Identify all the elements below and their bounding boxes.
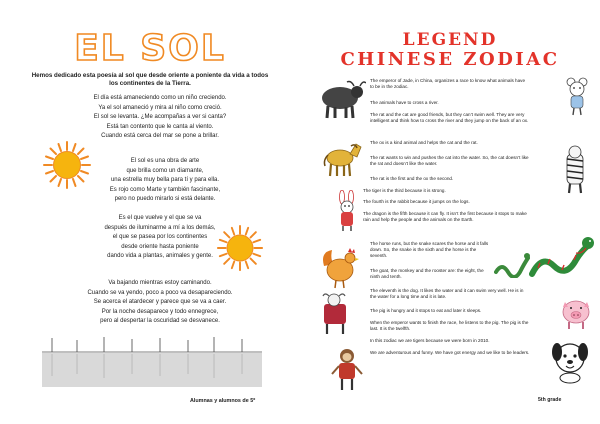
story-paragraph: The horse runs, but the snake scares the horse and it falls down. So, the snake is the sixth and the horse is the seventh. [370, 241, 489, 259]
poem-line: después de iluminarme a mí a los demás, [104, 224, 216, 231]
story-paragraph: The pig is hungry and it stops to eat and later it sleeps. [370, 308, 482, 313]
sun-drawing [216, 224, 264, 272]
horse-drawing [322, 140, 364, 178]
story-paragraph: In this zodiac we are tigers because we were born in 2010. [370, 338, 490, 343]
story-paragraph: The eleventh is the dog. It likes the water and it can swim very well. He is in the water for a long time and it is late. [370, 288, 524, 300]
dog-drawing [546, 338, 594, 384]
story-paragraph: The emperor of Jade, in China, organizes a race to know what animals have to be in the zodiac. [370, 78, 525, 90]
poem-line: pero no puedo mirarlo si está delante. [114, 196, 216, 203]
grade-label: 5th grade [538, 397, 562, 403]
story-paragraph: The rat wants to win and pushes the cat into the water. So, the cat doesn’t like the rat and doesn’t like the water. [370, 155, 529, 167]
poem-line: Cuando se va yendo, poco a poco va desapareciendo. [87, 289, 233, 296]
story-paragraph: We are adventurous and funny. We have got energy and we like to be leaders. [370, 350, 530, 355]
sea-horizon-drawing [42, 336, 262, 388]
story-paragraph: The rat is the first and the ox the second. [370, 176, 454, 181]
sun-drawing [42, 140, 92, 190]
poem-stanza-1 [60, 94, 260, 142]
tiger-drawing [558, 144, 592, 194]
poem-line: Se acerca el atardecer y parece que se va a caer. [93, 299, 227, 306]
monkey-drawing [330, 346, 364, 392]
poem-stanza-2 [95, 157, 235, 205]
poem-line: desde oriente hasta poniente [121, 243, 199, 250]
poem-line: Va bajando mientras estoy caminando. [108, 280, 212, 286]
poem-line: una estrella muy bella para tí y para ella. [110, 177, 220, 184]
pig-drawing [558, 296, 594, 330]
zodiac-title-legend: LEGEND [402, 30, 498, 50]
zodiac-title-chinese-zodiac: CHINESE ZODIAC [340, 49, 560, 70]
poem-line: El día está amaneciendo como un niño creciendo. [93, 95, 227, 101]
rabbit-drawing [332, 190, 362, 232]
story-paragraph: The tiger is the third because it is strong. [363, 188, 446, 193]
poem-line: Está tan contento que le canta al viento. [106, 123, 214, 130]
story-paragraph: The goat, the monkey and the rooster are: the eight, the ninth and tenth. [370, 268, 484, 280]
poem-line: Es el que vuelve y el que se va [118, 215, 202, 221]
ox-drawing [318, 78, 366, 120]
rooster-drawing [318, 244, 362, 290]
poem-intro: Hemos dedicado esta poesía al sol que desde oriente a poniente da vida a todos los continentes de la Tierra. [31, 72, 269, 87]
goat-drawing [316, 292, 356, 336]
poem-line: El sol se levanta. ¿Me acompañas a ver si canta? [93, 114, 227, 121]
poem-line: Cuando está cerca del mar se pone a brillar. [101, 133, 219, 140]
right-page [300, 0, 600, 424]
story-paragraph: The animals have to cross a river. [370, 100, 439, 105]
poem-line: Ya el sol amaneció y mira al niño como creció. [98, 104, 222, 111]
poem-title: EL SOL [74, 28, 226, 69]
story-paragraph: The fourth is the rabbit because it jumps on the logs. [363, 199, 470, 204]
poem-line: Por la noche desaparece y todo ennegrece, [101, 308, 219, 315]
story-paragraph: The ox is a kind animal and helps the cat and the rat. [370, 140, 478, 145]
poem-stanza-4 [50, 279, 270, 327]
snake-drawing [494, 248, 530, 278]
poem-line: El sol es una obra de arte [130, 158, 200, 164]
rat-drawing [562, 76, 592, 116]
story-paragraph: When the emperor wants to finish the race, he listens to the pig. The pig is the last. It is the twelfth. [370, 320, 529, 332]
poem-line: que brilla como un diamante, [126, 167, 204, 174]
dragon-drawing [528, 234, 594, 284]
story-paragraph: The rat and the cat are good friends, but they can’t swim well. They are very intelligent and think how to cross the river and they jump on the back of an ox. [370, 112, 529, 124]
poem-line: pero al despertar la oscuridad se desvanece. [100, 318, 220, 325]
poem-line: dando vida a plantas, animales y gente. [107, 253, 213, 260]
poem-line: Es rojo como Marte y también fascinante, [109, 186, 221, 193]
poem-line: el que se pasea por los continentes [112, 234, 208, 241]
poem-signature: Alumnas y alumnos de 5º [190, 398, 256, 404]
story-paragraph: The dragon is the fifth because it can fly. It isn’t the first because it stops to make rain and help the people and the animals on the Earth. [363, 211, 527, 223]
